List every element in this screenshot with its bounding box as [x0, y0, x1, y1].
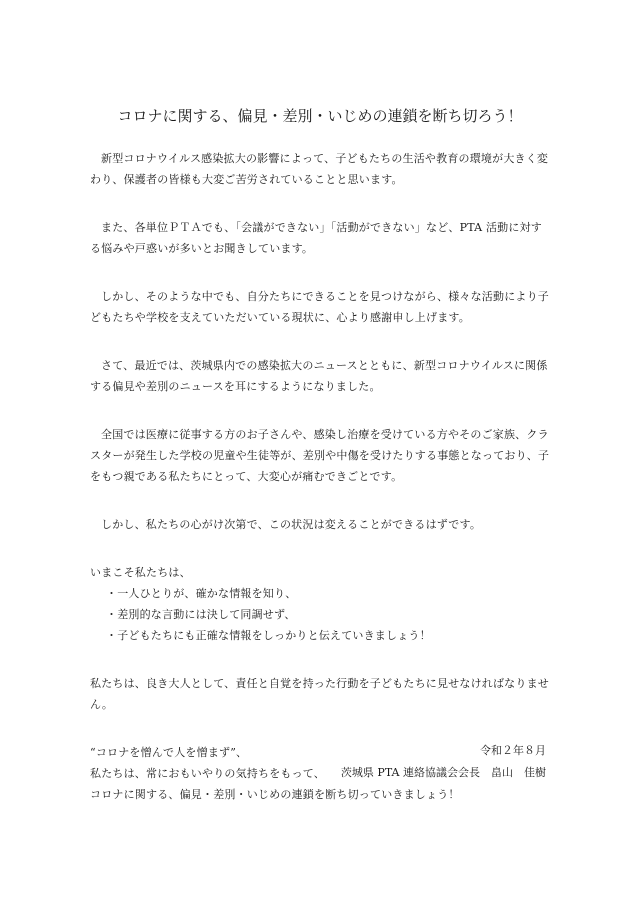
paragraph-adults: 私たちは、良き大人として、責任と自覚を持った行動を子どもたちに見せなければなりません。 — [90, 677, 549, 711]
paragraph-impact: 新型コロナウイルス感染拡大の影響によって、子どもたちの生活や教育の環境が大きく変わり、保護者の皆様も大変ご苦労されていることと思います。 — [90, 152, 549, 186]
closing-line: 私たちは、常におもいやりの気持ちをもって、 — [90, 767, 325, 780]
paragraph-change: しかし、私たちの心がけ次第で、この状況は変えることができるはずです。 — [101, 518, 482, 531]
appeal-section — [90, 562, 552, 646]
signature-author: 茨城県 PTA 連絡協議会会長 畠山 佳樹 — [340, 766, 546, 779]
document-title: コロナに関する、偏見・差別・いじめの連鎖を断ち切ろう！ — [117, 107, 523, 125]
appeal-list — [90, 583, 552, 646]
paragraph-gratitude: しかし、そのような中でも、自分たちにできることを見つけながら、様々な活動により子どもたちや学校を支えていただいている現状に、心より感謝申し上げます。 — [90, 290, 549, 324]
signature-block — [341, 740, 546, 784]
paragraph-discrimination: 全国では医療に従事する方のお子さんや、感染し治療を受けている方やそのご家族、クラスターが発生した学校の児童や生徒等が、差別や中傷を受けたりする事態となっており、子をもつ親である私たちにとって、大変心が痛むできごとです。 — [90, 428, 550, 483]
appeal-item: ・差別的な言動には決して同調せず、 — [106, 608, 296, 621]
closing-line: コロナに関する、偏見・差別・いじめの連鎖を断ち切っていきましょう！ — [90, 788, 460, 801]
signature-date: 令和２年８月 — [480, 744, 546, 757]
paragraph-prejudice-news: さて、最近では、茨城県内での感染拡大のニュースとともに、新型コロナウイルスに関係する偏見や差別のニュースを耳にするようになりました。 — [90, 359, 548, 393]
closing-slogan: “コロナを憎んで人を憎まず”、 — [90, 746, 248, 759]
appeal-item: ・子どもたちにも正確な情報をしっかりと伝えていきましょう！ — [106, 629, 431, 642]
paragraph-pta-concerns: また、各単位ＰＴＡでも、「会議ができない」「活動ができない」など、PTA 活動に対する悩みや戸惑いが多いとお聞きしています。 — [90, 221, 542, 255]
document-body — [90, 148, 552, 832]
appeal-item: ・一人ひとりが、確かな情報を知り、 — [106, 587, 297, 600]
appeal-intro: いまこそ私たちは、 — [90, 566, 191, 579]
